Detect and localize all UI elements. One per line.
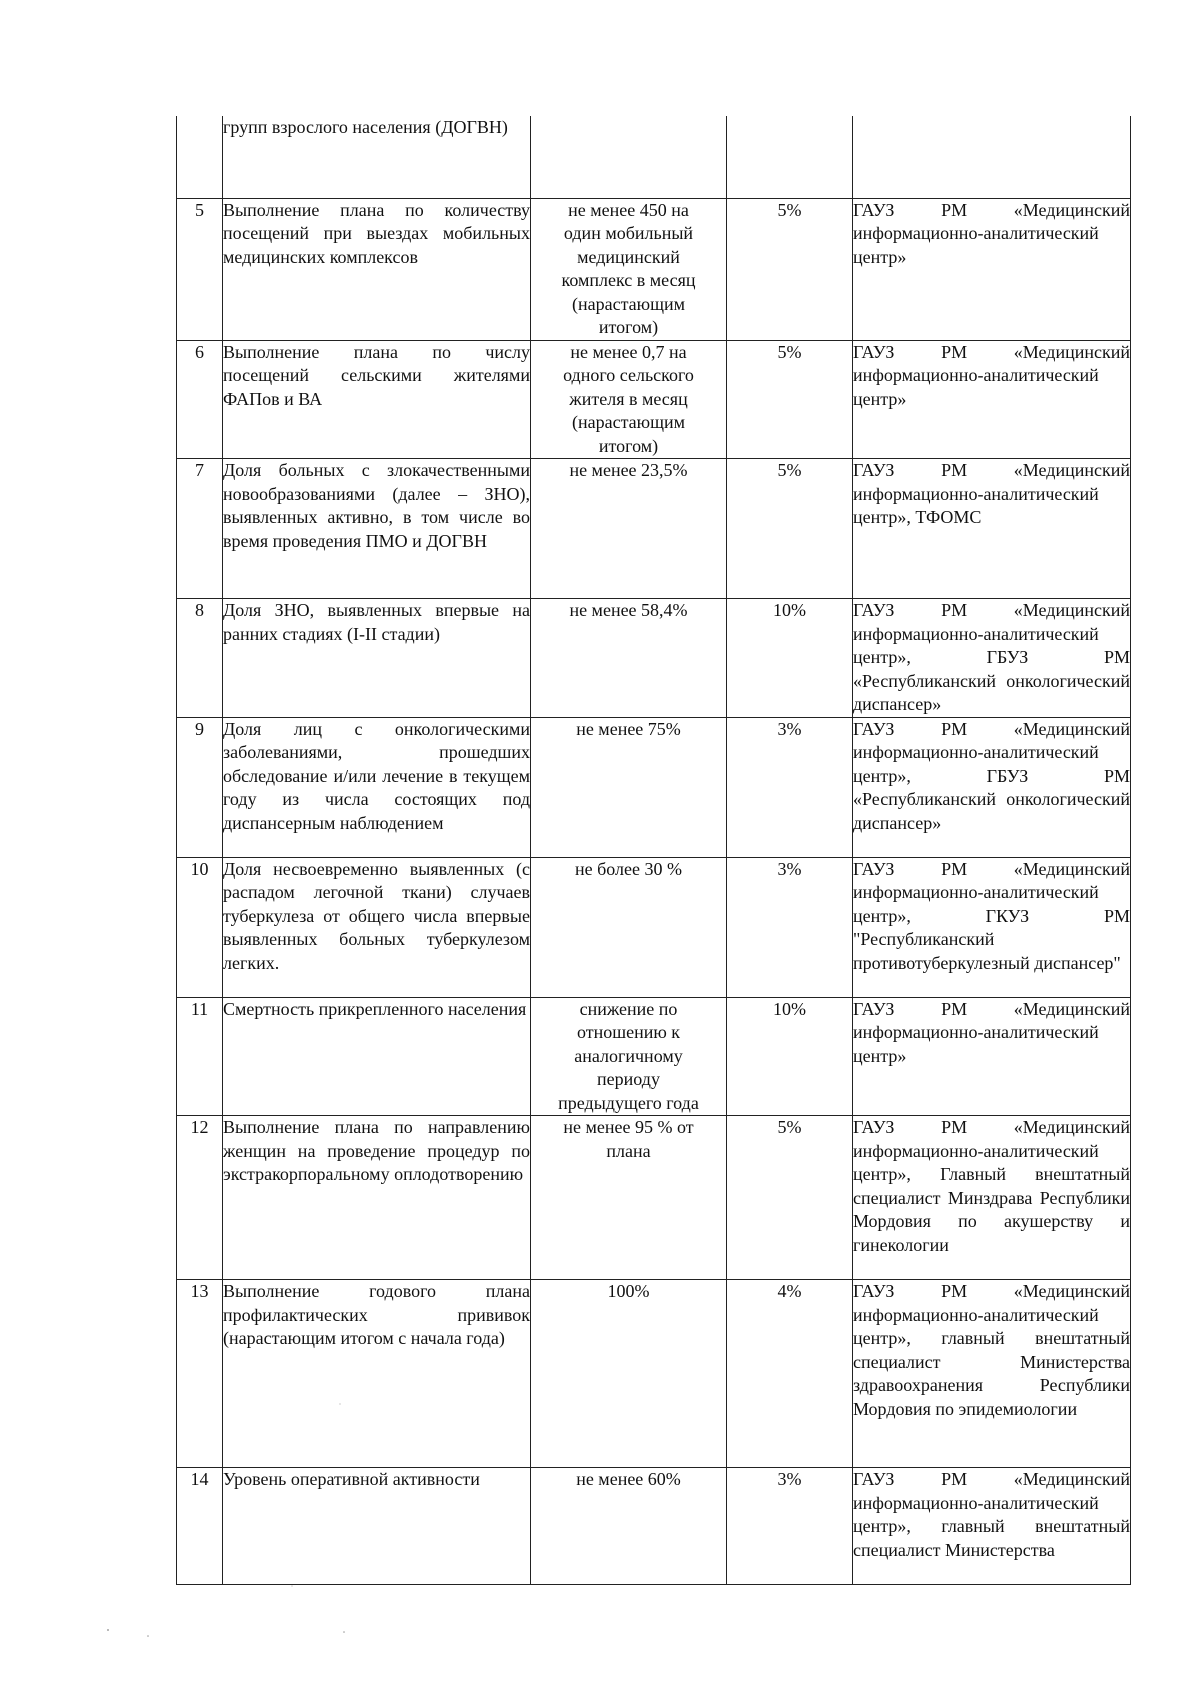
weight-value: 5% xyxy=(727,459,853,599)
row-number: 6 xyxy=(177,340,223,459)
data-source: ГАУЗ РМ «Медицинский информационно-аналитический центр», ГБУЗ РМ «Республиканский онкологический диспансер» xyxy=(853,717,1131,857)
row-number: 13 xyxy=(177,1280,223,1468)
weight-value: 5% xyxy=(727,1116,853,1280)
target-value: не менее 95 % от плана xyxy=(531,1116,727,1280)
table-row xyxy=(177,1116,1131,1280)
row-number: 7 xyxy=(177,459,223,599)
table-row xyxy=(177,857,1131,997)
data-source xyxy=(853,116,1131,198)
table-row xyxy=(177,599,1131,718)
target-value: не менее 0,7 на одного сельского жителя в месяц (нарастающим итогом) xyxy=(531,340,727,459)
criteria-table xyxy=(176,116,1131,1585)
weight-value: 10% xyxy=(727,997,853,1116)
row-number: 5 xyxy=(177,198,223,340)
criterion-name: Доля больных с злокачественными новообразованиями (далее – ЗНО), выявленных активно, в том числе во время проведения ПМО и ДОГВН xyxy=(223,459,531,599)
data-source: ГАУЗ РМ «Медицинский информационно-аналитический центр», ГКУЗ РМ "Республиканский противотуберкулезный диспансер" xyxy=(853,857,1131,997)
target-value xyxy=(531,116,727,198)
criterion-name: Доля ЗНО, выявленных впервые на ранних стадиях (I-II стадии) xyxy=(223,599,531,718)
target-value: снижение по отношению к аналогичному периоду предыдущего года xyxy=(531,997,727,1116)
row-number: 8 xyxy=(177,599,223,718)
target-value: не менее 23,5% xyxy=(531,459,727,599)
table-row xyxy=(177,1280,1131,1468)
target-value: не менее 60% xyxy=(531,1468,727,1585)
table-row xyxy=(177,459,1131,599)
table-row xyxy=(177,1468,1131,1585)
criterion-name: Доля несвоевременно выявленных (с распадом легочной ткани) случаев туберкулеза от общего числа впервые выявленных больных туберкулезом легких. xyxy=(223,857,531,997)
criterion-name: групп взрослого населения (ДОГВН) xyxy=(223,116,531,198)
weight-value: 5% xyxy=(727,198,853,340)
weight-value xyxy=(727,116,853,198)
weight-value: 10% xyxy=(727,599,853,718)
table-row xyxy=(177,997,1131,1116)
criterion-name: Выполнение плана по числу посещений сельскими жителями ФАПов и ВА xyxy=(223,340,531,459)
criterion-name: Выполнение годового плана профилактических прививок (нарастающим итогом с начала года) xyxy=(223,1280,531,1468)
target-value: не более 30 % xyxy=(531,857,727,997)
weight-value: 5% xyxy=(727,340,853,459)
row-number: 14 xyxy=(177,1468,223,1585)
table-row xyxy=(177,116,1131,198)
criterion-name: Уровень оперативной активности xyxy=(223,1468,531,1585)
criterion-name: Выполнение плана по количеству посещений при выездах мобильных медицинских комплексов xyxy=(223,198,531,340)
data-source: ГАУЗ РМ «Медицинский информационно-аналитический центр» xyxy=(853,997,1131,1116)
target-value: не менее 450 на один мобильный медицинский комплекс в месяц (нарастающим итогом) xyxy=(531,198,727,340)
target-value: 100% xyxy=(531,1280,727,1468)
row-number: 10 xyxy=(177,857,223,997)
weight-value: 3% xyxy=(727,717,853,857)
row-number: 11 xyxy=(177,997,223,1116)
data-source: ГАУЗ РМ «Медицинский информационно-аналитический центр», главный внештатный специалист Министерства здравоохранения Республики Мордовия по эпидемиологии xyxy=(853,1280,1131,1468)
data-source: ГАУЗ РМ «Медицинский информационно-аналитический центр» xyxy=(853,198,1131,340)
table-row xyxy=(177,717,1131,857)
row-number: 9 xyxy=(177,717,223,857)
target-value: не менее 75% xyxy=(531,717,727,857)
weight-value: 4% xyxy=(727,1280,853,1468)
data-source: ГАУЗ РМ «Медицинский информационно-аналитический центр», ГБУЗ РМ «Республиканский онкологический диспансер» xyxy=(853,599,1131,718)
criterion-name: Доля лиц с онкологическими заболеваниями, прошедших обследование и/или лечение в текущем году из числа состоящих под диспансерным наблюдением xyxy=(223,717,531,857)
data-source: ГАУЗ РМ «Медицинский информационно-аналитический центр», Главный внештатный специалист Минздрава Республики Мордовия по акушерству и гинекологии xyxy=(853,1116,1131,1280)
data-source: ГАУЗ РМ «Медицинский информационно-аналитический центр» xyxy=(853,340,1131,459)
criterion-name: Выполнение плана по направлению женщин на проведение процедур по экстракорпоральному оплодотворению xyxy=(223,1116,531,1280)
target-value: не менее 58,4% xyxy=(531,599,727,718)
table-row xyxy=(177,198,1131,340)
row-number: 12 xyxy=(177,1116,223,1280)
weight-value: 3% xyxy=(727,1468,853,1585)
criterion-name: Смертность прикрепленного населения xyxy=(223,997,531,1116)
row-number xyxy=(177,116,223,198)
data-source: ГАУЗ РМ «Медицинский информационно-аналитический центр», главный внештатный специалист Министерства xyxy=(853,1468,1131,1585)
table-row xyxy=(177,340,1131,459)
weight-value: 3% xyxy=(727,857,853,997)
data-source: ГАУЗ РМ «Медицинский информационно-аналитический центр», ТФОМС xyxy=(853,459,1131,599)
